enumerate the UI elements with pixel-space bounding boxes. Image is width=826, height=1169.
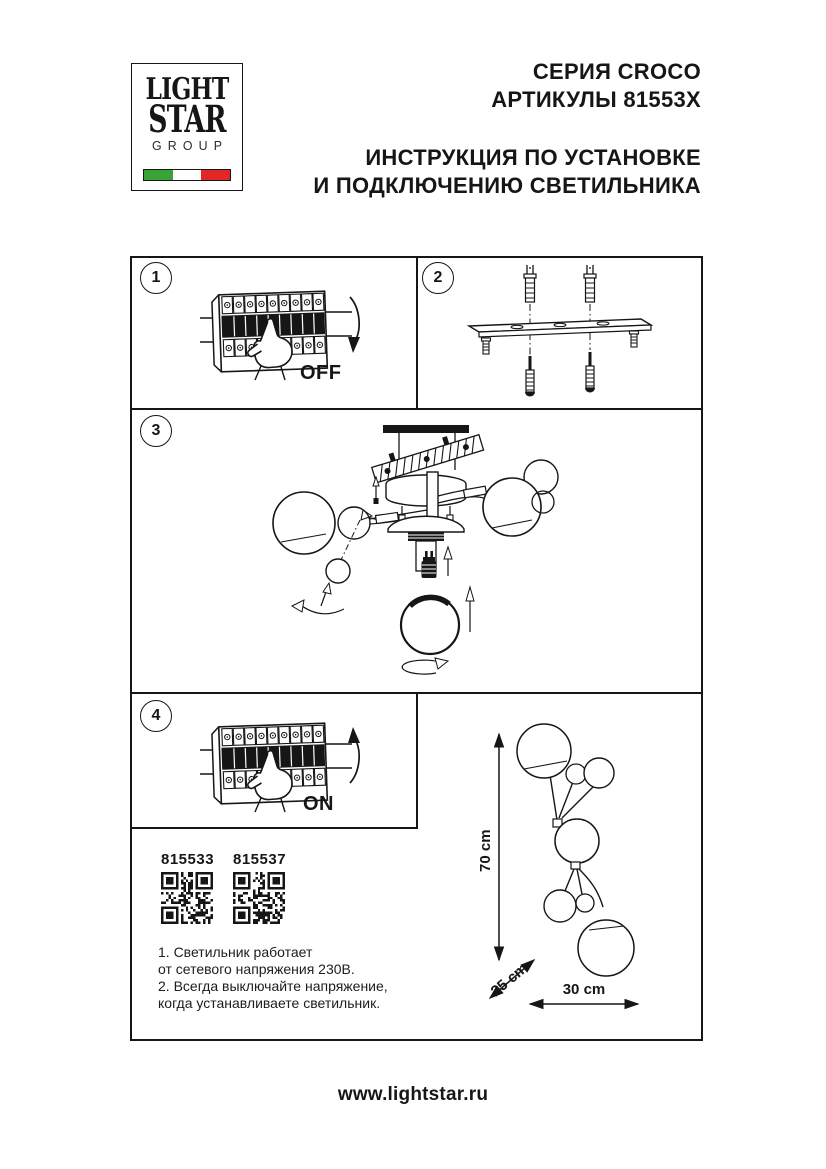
step4-box-right-border — [416, 694, 418, 827]
logo-word-group: GROUP — [151, 138, 229, 153]
article-number-815537: 815537 — [233, 851, 287, 868]
arrow-down-icon — [348, 297, 360, 353]
rotate-globe-arrow — [402, 658, 448, 674]
step-4-badge — [140, 700, 172, 732]
fixture-outline — [517, 724, 634, 976]
website-url: www.lightstar.ru — [337, 1084, 489, 1105]
articles-title: АРТИКУЛЫ 81553X — [491, 87, 701, 112]
arrow-up-icon — [348, 727, 360, 783]
document-header — [313, 58, 701, 200]
logo-word-light: LIGHT — [145, 72, 229, 107]
step2-bracket-diagram — [455, 262, 665, 400]
instruction-title-line2: И ПОДКЛЮЧЕНИЮ СВЕТИЛЬНИКА — [313, 173, 701, 198]
step-1-number: 1 — [151, 269, 161, 286]
left-small-globe — [338, 507, 370, 539]
flag-white-segment — [173, 170, 202, 180]
step-3-badge — [140, 415, 172, 447]
step-1-badge — [140, 262, 172, 294]
mounting-screw-icon — [585, 352, 595, 393]
divider-row1-row2 — [132, 408, 701, 410]
instruction-title-line1: ИНСТРУКЦИЯ ПО УСТАНОВКЕ — [365, 145, 701, 170]
safety-notes — [158, 944, 448, 1012]
note-line: 2. Всегда выключайте напряжение, — [158, 978, 388, 994]
qr-code-815533 — [161, 872, 213, 924]
flag-red-segment — [201, 170, 230, 180]
ceiling-bar — [383, 425, 469, 433]
step-2-badge — [422, 262, 454, 294]
note-line: когда устанавливаете светильник. — [158, 995, 381, 1011]
right-globe — [483, 478, 541, 536]
step-4-number: 4 — [151, 707, 161, 724]
series-title: СЕРИЯ CROCO — [532, 59, 701, 84]
step1-off-label: OFF — [300, 362, 342, 384]
step3-assembly-diagram — [180, 420, 620, 688]
italian-flag-bar — [143, 169, 231, 181]
stem-tube — [427, 472, 438, 518]
mounting-screw-icon — [525, 356, 535, 397]
height-dimension-label: 70 cm — [477, 829, 494, 872]
rotate-attach-arrows — [292, 583, 344, 614]
note-line: 1. Светильник работает — [158, 944, 313, 960]
width-dimension-label: 30 cm — [562, 981, 606, 998]
bracket-screw-icon — [482, 338, 491, 354]
bottom-globe — [401, 596, 459, 654]
left-globe — [273, 492, 335, 554]
step-3-number: 3 — [151, 422, 161, 439]
note-line: от сетевого напряжения 230В. — [158, 961, 355, 977]
depth-dimension-label: 25 cm — [487, 959, 532, 1001]
qr-code-815537 — [233, 872, 285, 924]
bracket-screw-icon — [630, 331, 639, 347]
step-2-number: 2 — [433, 269, 443, 286]
lightstar-logo — [131, 63, 243, 191]
dimensions-diagram — [470, 700, 670, 1020]
wall-plug-icon — [584, 265, 596, 302]
step4-breaker-on-diagram — [198, 713, 373, 825]
wall-plug-icon — [524, 265, 536, 302]
article-number-815533: 815533 — [161, 851, 215, 868]
step4-on-label: ON — [303, 793, 334, 815]
step1-breaker-off-diagram — [198, 281, 373, 393]
flag-green-segment — [144, 170, 173, 180]
logo-word-star: STAR — [148, 97, 226, 141]
step4-box-bottom-border — [132, 827, 418, 829]
divider-step1-step2 — [416, 258, 418, 408]
detached-small-globe — [326, 559, 350, 583]
